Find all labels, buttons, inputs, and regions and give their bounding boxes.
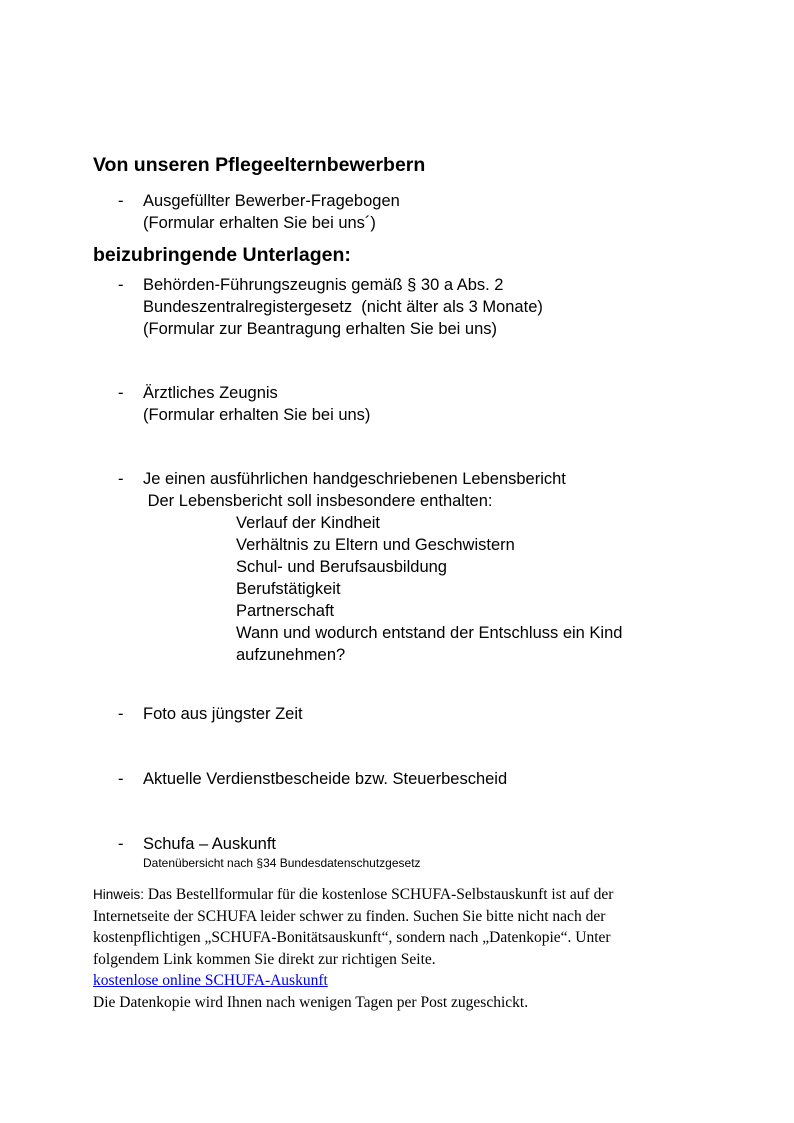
item-note: (Formular zur Beantragung erhalten Sie bei uns) — [143, 320, 498, 338]
item-text: Ärztliches Zeugnis — [143, 384, 278, 402]
bullet-dash: - — [118, 705, 124, 723]
note-line: Die Datenkopie wird Ihnen nach wenigen Tagen per Post zugeschickt. — [93, 993, 529, 1011]
list-item-foto — [118, 703, 303, 725]
item-text: Behörden-Führungszeugnis gemäß § 30 a Abs. 2 — [143, 276, 504, 294]
item-text: Schufa – Auskunft — [143, 835, 277, 853]
note-line: folgendem Link kommen Sie direkt zur richtigen Seite. — [93, 950, 436, 968]
note-line — [93, 970, 613, 992]
lebensbericht-sublist — [236, 512, 706, 666]
sub-item: Partnerschaft — [236, 602, 335, 620]
sub-item: Wann und wodurch entstand der Entschluss ein Kind aufzunehmen? — [236, 624, 628, 664]
item-detail: Datenübersicht nach §34 Bundesdatenschutzgesetz — [143, 856, 421, 870]
sub-item: Berufstätigkeit — [236, 580, 341, 598]
item-note: (Formular erhalten Sie bei uns´) — [143, 214, 376, 232]
list-item-schufa — [118, 833, 421, 871]
item-text: Aktuelle Verdienstbescheide bzw. Steuerbescheid — [143, 770, 508, 788]
list-item-fuehrungszeugnis — [118, 274, 543, 340]
bullet-dash: - — [118, 470, 124, 488]
sub-item: Schul- und Berufsausbildung — [236, 558, 447, 576]
bullet-dash: - — [118, 192, 124, 210]
note-line — [93, 884, 613, 906]
sub-item: Verlauf der Kindheit — [236, 514, 381, 532]
note-text: Das Bestellformular für die kostenlose SCHUFA-Selbstauskunft ist auf der — [144, 886, 614, 903]
note-line: kostenpflichtigen „SCHUFA-Bonitätsauskunft“, sondern nach „Datenkopie“. Unter — [93, 929, 611, 946]
note-line: Internetseite der SCHUFA leider schwer zu finden. Suchen Sie bitte nicht nach der — [93, 907, 606, 925]
bullet-dash: - — [118, 770, 124, 788]
bullet-dash: - — [118, 276, 124, 294]
list-item-verdienstbescheide — [118, 768, 507, 790]
schufa-note — [93, 884, 613, 1013]
item-text: Je einen ausführlichen handgeschriebenen Lebensbericht — [143, 470, 566, 488]
item-text: Ausgefüllter Bewerber-Fragebogen — [143, 192, 400, 210]
list-item-lebensbericht — [118, 468, 706, 666]
note-label: Hinweis: — [93, 887, 145, 902]
sub-item: Verhältnis zu Eltern und Geschwistern — [236, 536, 515, 554]
item-note: (Formular erhalten Sie bei uns) — [143, 406, 371, 424]
item-text: Bundeszentralregistergesetz (nicht älter als 3 Monate) — [143, 298, 543, 316]
item-text: Der Lebensbericht soll insbesondere enthalten: — [143, 492, 493, 510]
page-title-line-2: beizubringende Unterlagen: — [93, 244, 351, 266]
list-item-fragebogen — [118, 190, 400, 234]
bullet-dash: - — [118, 835, 124, 853]
item-text: Foto aus jüngster Zeit — [143, 705, 303, 723]
page-title-line-1: Von unseren Pflegeelternbewerbern — [93, 154, 426, 176]
bullet-dash: - — [118, 384, 124, 402]
schufa-link[interactable]: kostenlose online SCHUFA-Auskunft — [93, 972, 328, 989]
list-item-aerztliches-zeugnis — [118, 382, 370, 426]
